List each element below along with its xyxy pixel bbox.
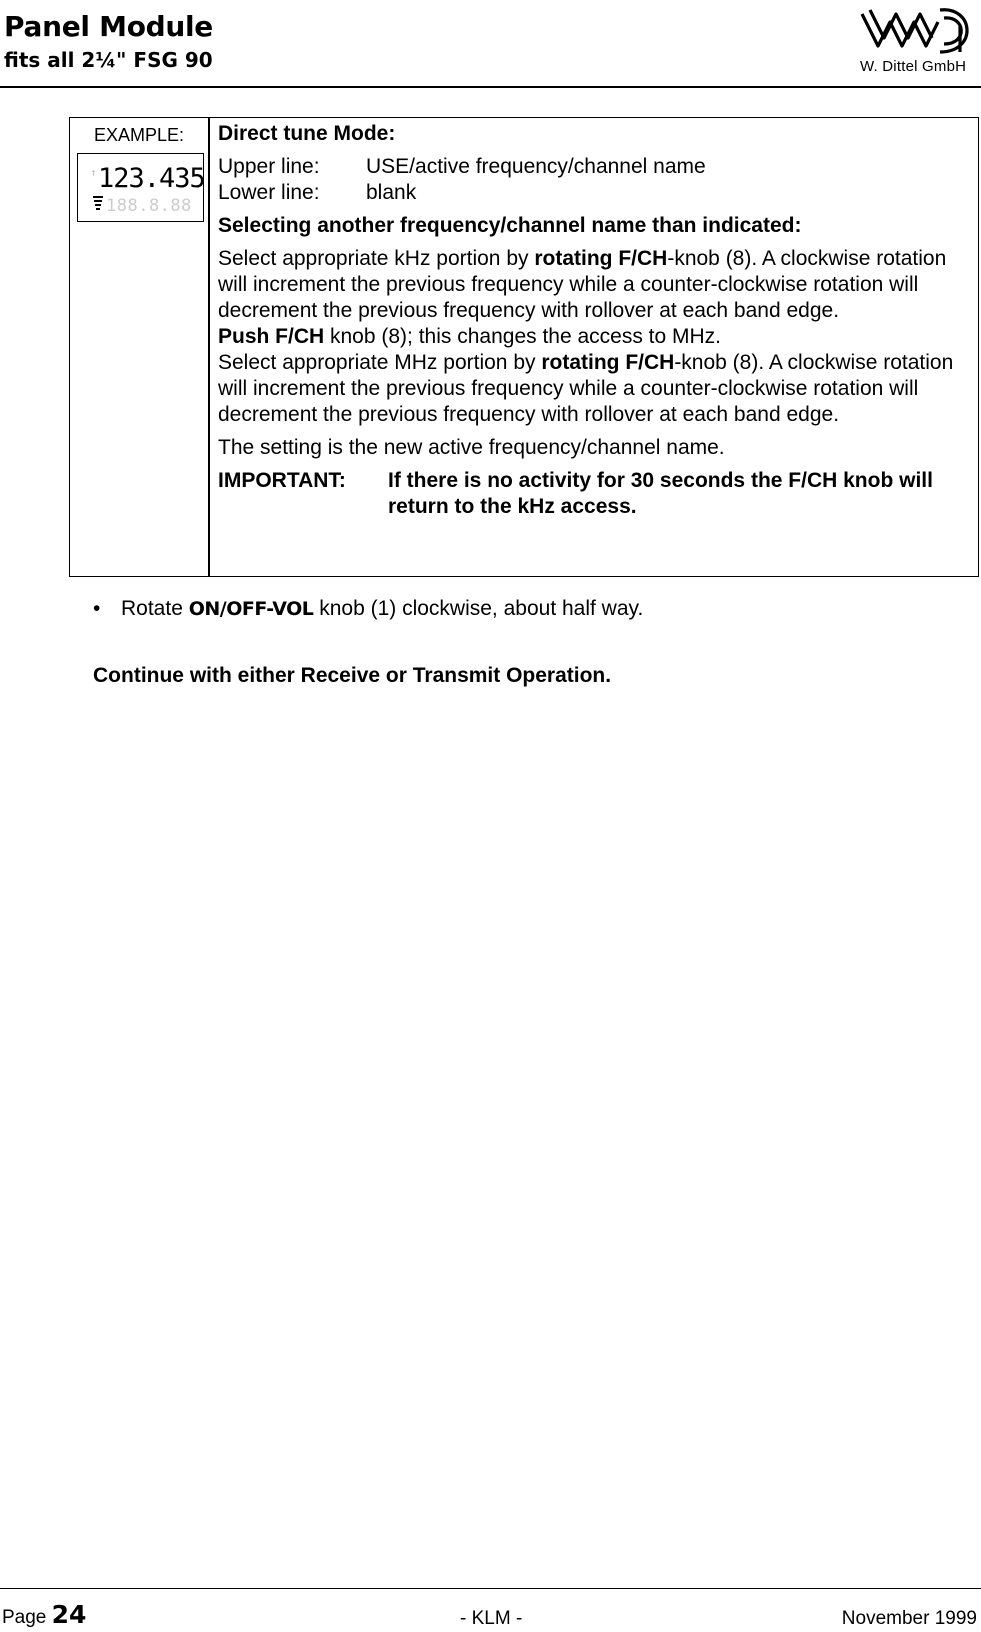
selecting-heading: Selecting another frequency/channel name than indicated: [218,214,802,237]
rotate-pre: Rotate [121,597,189,620]
push-post: knob (8); this changes the access to MHz. [324,325,722,348]
lcd-upper-line: 123.435 [98,163,203,194]
upper-line-row [218,154,970,180]
mhz-post: -knob (8). A clockwise rotation will increment the previous frequency while a counter-clockwise rotation will decrement the previous frequency with rollover at each band edge. [218,351,954,426]
khz-rotate-bold: rotating F/CH [534,247,668,270]
direct-tune-heading: Direct tune Mode: [218,122,396,145]
bullet-icon: • [93,597,101,620]
push-paragraph [218,324,970,350]
khz-pre: Select appropriate kHz portion by [218,247,535,270]
rotate-post: knob (1) clockwise, about half way. [313,597,644,620]
on-off-vol-knob-name: ON/OFF-VOL [188,598,314,620]
line-description [218,154,970,206]
important-key: IMPORTANT: [218,469,346,492]
example-column [70,118,210,576]
page-label: Page [2,1607,47,1628]
document-title: Panel Module [4,10,213,43]
page-number [2,1600,86,1629]
important-note [218,468,970,520]
important-text: If there is no activity for 30 seconds the F/CH knob will return to the kHz access. [388,469,933,518]
lcd-display [77,153,204,222]
upper-line-value: USE/active frequency/channel name [366,155,706,178]
rotate-volume-step [93,597,643,621]
lower-line-value: blank [366,181,417,204]
footer-divider [0,1588,981,1589]
example-table [69,117,979,577]
mhz-rotate-bold: rotating F/CH [541,351,675,374]
continue-instruction: Continue with either Receive or Transmit Operation. [93,664,612,687]
lcd-upper-indicator-icon: ↑ [90,166,97,179]
document-subtitle: fits all 2¼" FSG 90 [4,48,213,72]
header-divider [0,86,981,88]
lcd-signal-bars-icon [93,196,103,210]
lcd-lower-line: 188.8.88 [106,196,192,216]
setting-paragraph: The setting is the new active frequency/channel name. [218,436,725,459]
page-number-value: 24 [51,1600,87,1629]
procedure-text [218,246,970,428]
mhz-paragraph [218,350,970,428]
lower-line-key: Lower line: [218,181,320,204]
example-label: EXAMPLE: [94,125,185,145]
khz-paragraph [218,246,970,324]
push-bold: Push F/CH [218,325,325,348]
footer-date: November 1999 [841,1608,977,1629]
upper-line-key: Upper line: [218,155,320,178]
khz-post: -knob (8). A clockwise rotation will increment the previous frequency while a counter-clockwise rotation will decrement the previous frequency with rollover at each band edge. [218,247,947,322]
footer-model: - KLM - [460,1608,523,1629]
logo-company-name: W. Dittel GmbH [860,58,967,75]
instructions-column [218,118,970,520]
lower-line-row [218,180,970,206]
lcd-display-image [78,154,203,221]
mhz-pre: Select appropriate MHz portion by [218,351,542,374]
